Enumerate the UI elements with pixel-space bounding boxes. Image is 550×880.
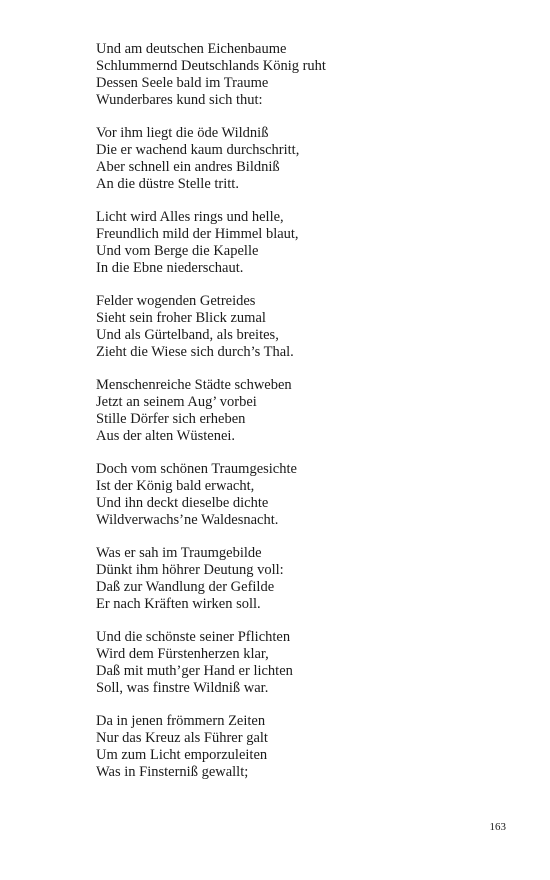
poem-line: Er nach Kräften wirken soll. <box>96 596 261 612</box>
poem-line: In die Ebne niederschaut. <box>96 260 244 276</box>
poem-line: Licht wird Alles rings und helle, <box>96 209 284 225</box>
poem-line: Wird dem Fürstenherzen klar, <box>96 646 269 662</box>
poem-line: Schlummernd Deutschlands König ruht <box>96 58 326 74</box>
poem-body <box>96 41 516 797</box>
poem-line: Wunderbares kund sich thut: <box>96 92 263 108</box>
poem-line: Was er sah im Traumgebilde <box>96 545 262 561</box>
stanza-3 <box>96 209 516 277</box>
poem-line: Daß mit muth’ger Hand er lichten <box>96 663 293 679</box>
poem-line: Und vom Berge die Kapelle <box>96 243 259 259</box>
poem-line: Dünkt ihm höhrer Deutung voll: <box>96 562 284 578</box>
poem-line: Sieht sein froher Blick zumal <box>96 310 266 326</box>
poem-line: Um zum Licht emporzuleiten <box>96 747 268 763</box>
poem-line: Und am deutschen Eichenbaume <box>96 41 287 57</box>
stanza-5 <box>96 377 516 445</box>
poem-line: Vor ihm liegt die öde Wildniß <box>96 125 269 141</box>
poem-line: Da in jenen frömmern Zeiten <box>96 713 266 729</box>
poem-line: Nur das Kreuz als Führer galt <box>96 730 268 746</box>
poem-line: An die düstre Stelle tritt. <box>96 176 239 192</box>
poem-line: Freundlich mild der Himmel blaut, <box>96 226 299 242</box>
poem-line: Die er wachend kaum durchschritt, <box>96 142 300 158</box>
poem-line: Aber schnell ein andres Bildniß <box>96 159 280 175</box>
poem-line: Was in Finsterniß gewallt; <box>96 764 249 780</box>
poem-line: Ist der König bald erwacht, <box>96 478 255 494</box>
poem-line: Jetzt an seinem Aug’ vorbei <box>96 394 257 410</box>
poem-line: Felder wogenden Getreides <box>96 293 256 309</box>
poem-line: Und ihn deckt dieselbe dichte <box>96 495 269 511</box>
poem-line: Soll, was finstre Wildniß war. <box>96 680 269 696</box>
poem-line: Dessen Seele bald im Traume <box>96 75 269 91</box>
stanza-8 <box>96 629 516 697</box>
poem-line: Doch vom schönen Traumgesichte <box>96 461 297 477</box>
poem-line: Stille Dörfer sich erheben <box>96 411 246 427</box>
poem-line: Daß zur Wandlung der Gefilde <box>96 579 275 595</box>
stanza-1 <box>96 41 516 109</box>
poem-line: Menschenreiche Städte schweben <box>96 377 292 393</box>
page-number: 163 <box>489 821 506 833</box>
stanza-4 <box>96 293 516 361</box>
stanza-2 <box>96 125 516 193</box>
poem-line: Zieht die Wiese sich durch’s Thal. <box>96 344 294 360</box>
stanza-6 <box>96 461 516 529</box>
poem-line: Und die schönste seiner Pflichten <box>96 629 291 645</box>
poem-line: Und als Gürtelband, als breites, <box>96 327 279 343</box>
poem-line: Wildverwachs’ne Waldesnacht. <box>96 512 279 528</box>
stanza-9 <box>96 713 516 781</box>
stanza-7 <box>96 545 516 613</box>
poem-line: Aus der alten Wüstenei. <box>96 428 236 444</box>
